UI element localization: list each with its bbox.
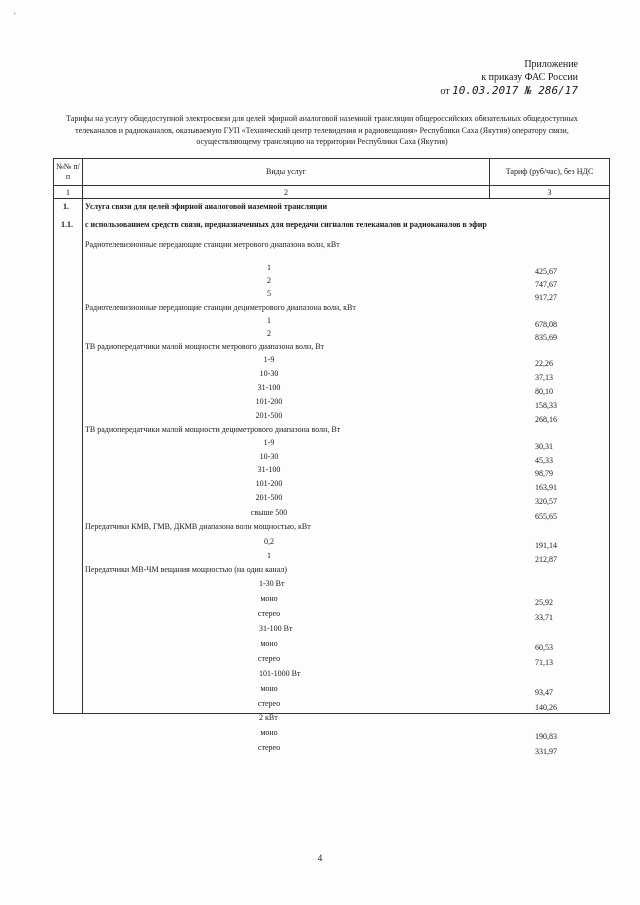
tariff-value: 163,91: [535, 483, 557, 492]
appendix-title: Приложение: [524, 59, 578, 70]
col-number-3: 3: [490, 186, 610, 199]
service-item-label: 201-500: [255, 411, 283, 420]
row-number-1: 1.: [63, 202, 69, 211]
appendix-from-label: от: [440, 86, 450, 97]
header-tariff: Тариф (руб/час), без НДС: [490, 159, 610, 186]
tariff-value: 655,65: [535, 512, 557, 521]
service-item-label: 31-100: [257, 465, 281, 474]
tariff-value: 331,97: [535, 747, 557, 756]
service-item-label: 10-30: [259, 452, 279, 461]
document-title: Тарифы на услугу общедоступной электросвязи для целей эфирной аналоговой наземной трансляции общероссийских обязательных общедоступных телеканалов и радиоканалов, оказываемую ГУП «Технический центр телевидения и радиовещания» Республики Саха (Якутия) оператору связи, осуществляющему трансляцию на территории Республики Саха (Якутия): [66, 114, 578, 146]
tariff-value: 425,67: [535, 267, 557, 276]
table-header-row: [54, 159, 610, 186]
tariff-value: 320,57: [535, 497, 557, 506]
tariff-value: 158,33: [535, 401, 557, 410]
corner-mark: ': [14, 11, 16, 21]
row-number-1-1: 1.1.: [61, 220, 73, 229]
tariff-value: 140,26: [535, 703, 557, 712]
tariff-value: 33,71: [535, 613, 553, 622]
service-item-label: стерео: [257, 654, 281, 663]
appendix-order: к приказу ФАС России: [481, 72, 578, 83]
appendix-date-line: [440, 84, 578, 98]
service-item-label: 31-100: [257, 383, 281, 392]
tariff-value: 98,79: [535, 469, 553, 478]
tariff-table: [53, 158, 610, 756]
tariff-value: 25,92: [535, 598, 553, 607]
tariff-value: 212,87: [535, 555, 557, 564]
service-item-label: моно: [260, 594, 278, 603]
service-item-label: моно: [260, 684, 278, 693]
service-item-label: 101-200: [255, 397, 283, 406]
tariff-value: 45,33: [535, 456, 553, 465]
section-heading: Услуга связи для целей эфирной аналоговой наземной трансляции: [85, 202, 328, 211]
col-number-2: 2: [83, 186, 490, 199]
tariff-value: 37,13: [535, 373, 553, 382]
service-item-label: 1-9: [263, 438, 275, 447]
appendix-block: [440, 58, 578, 98]
tariff-value: 835,69: [535, 333, 557, 342]
service-group-label: ТВ радиопередатчики малой мощности дециметрового диапазона волн, Вт: [85, 425, 341, 434]
service-item-label: стерео: [257, 743, 281, 752]
tariff-value: 93,47: [535, 688, 553, 697]
service-item-label: моно: [260, 639, 278, 648]
tariff-value: 678,08: [535, 320, 557, 329]
tariff-value: 22,26: [535, 359, 553, 368]
service-item-label: 0,2: [264, 537, 274, 546]
tariff-value: 80,10: [535, 387, 553, 396]
service-group-label: Радиотелевизионные передающие станции дециметрового диапазона волн, кВт: [85, 303, 356, 312]
tariff-value: 190,83: [535, 732, 557, 741]
service-group-label: Передатчики КМВ, ГМВ, ДКМВ диапазона волн мощностью, кВт: [85, 522, 311, 531]
tariff-value: 917,27: [535, 293, 557, 302]
page-number: 4: [317, 853, 323, 863]
service-group-label: Передатчики МВ-ЧМ вещания мощностью (на один канал): [85, 565, 287, 574]
power-subgroup-label: 1-30 Вт: [259, 579, 285, 588]
col-number-1: 1: [54, 186, 83, 199]
service-item-label: 1-9: [263, 355, 275, 364]
header-num: №№ п/п: [54, 159, 83, 186]
service-item-label: моно: [260, 728, 278, 737]
service-item-label: стерео: [257, 609, 281, 618]
row-number-cell: [54, 199, 83, 714]
tariff-value: 268,16: [535, 415, 557, 424]
power-subgroup-label: 2 кВт: [259, 713, 278, 722]
table-body-row: [54, 199, 610, 714]
service-item-label: 1: [267, 316, 271, 325]
section-heading: с использованием средств связи, предназначенных для передачи сигналов телеканалов и радиоканалов в эфир: [85, 220, 487, 229]
service-item-label: 1: [267, 263, 271, 272]
service-item-label: 101-200: [255, 479, 283, 488]
service-item-label: стерео: [257, 699, 281, 708]
service-group-label: ТВ радиопередатчики малой мощности метрового диапазона волн, Вт: [85, 342, 325, 351]
services-cell: [83, 199, 610, 756]
power-subgroup-label: 31-100 Вт: [259, 624, 293, 633]
tariff-value: 747,67: [535, 280, 557, 289]
service-item-label: свыше 500: [250, 508, 288, 517]
service-item-label: 201-500: [255, 493, 283, 502]
service-item-label: 5: [267, 289, 271, 298]
tariff-value: 60,53: [535, 643, 553, 652]
column-number-row: [54, 186, 610, 199]
tariff-value: 191,14: [535, 541, 557, 550]
service-item-label: 2: [267, 329, 271, 338]
handwritten-date-number: 10.03.2017 № 286/17: [452, 84, 578, 97]
service-item-label: 10-30: [259, 369, 279, 378]
tariff-value: 71,13: [535, 658, 553, 667]
service-item-label: 2: [267, 276, 271, 285]
service-item-label: 1: [267, 551, 271, 560]
service-group-label: Радиотелевизионные передающие станции метрового диапазона волн, кВт: [85, 240, 340, 249]
power-subgroup-label: 101-1000 Вт: [259, 669, 301, 678]
tariff-value: 30,31: [535, 442, 553, 451]
header-service: Виды услуг: [83, 159, 490, 186]
